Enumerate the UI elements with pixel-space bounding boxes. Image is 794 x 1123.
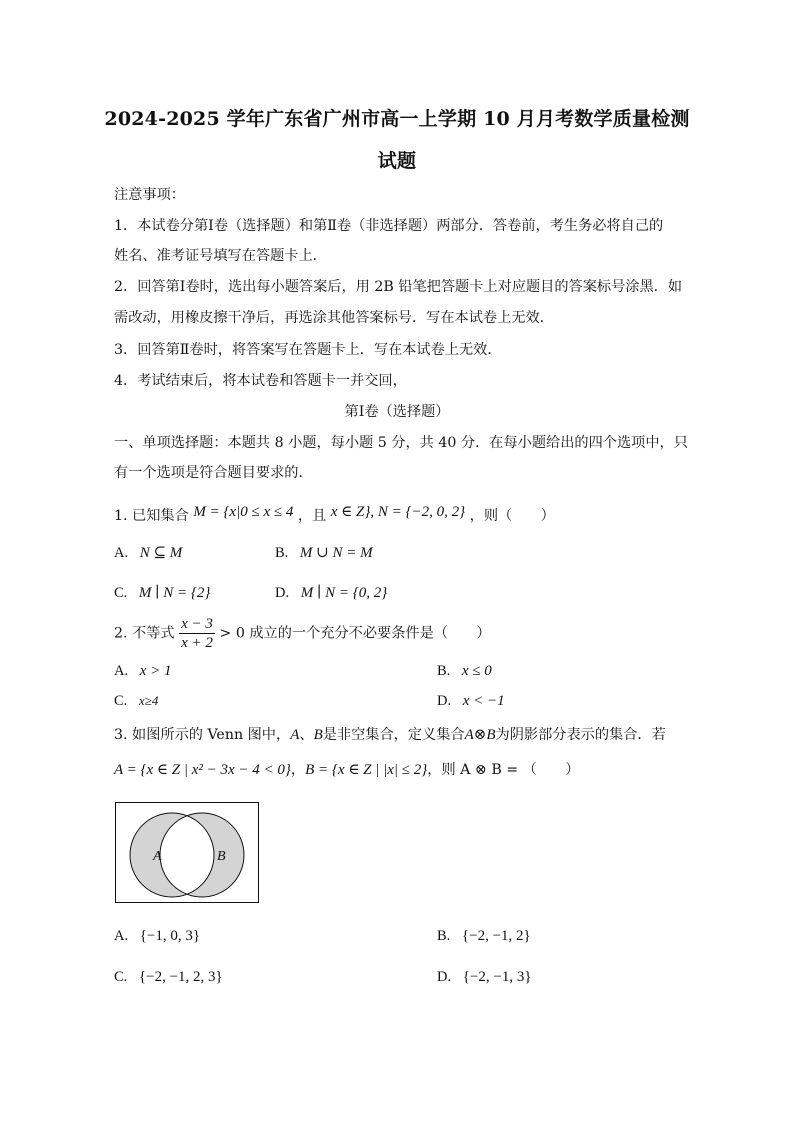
q3-option-c-text: {−2, −1, 2, 3} bbox=[138, 969, 223, 985]
section-intro-line1: 一、单项选择题：本题共 8 小题，每小题 5 分，共 40 分．在每小题给出的四个选项中，只 bbox=[114, 435, 688, 451]
q1-option-d[interactable] bbox=[275, 583, 387, 602]
notice-item-4: 4．考试结束后，将本试卷和答题卡一并交回， bbox=[114, 373, 407, 389]
q1-suffix: ，则（ ） bbox=[469, 508, 555, 524]
venn-label-b: B bbox=[217, 849, 226, 864]
q2-option-d-text: x < −1 bbox=[462, 693, 505, 709]
q3-option-d-text: {−2, −1, 3} bbox=[462, 969, 532, 985]
notice-item-3: 3．回答第Ⅱ卷时，将答案写在答题卡上．写在本试卷上无效． bbox=[114, 342, 502, 358]
q2-option-a[interactable] bbox=[114, 663, 172, 680]
q2-option-c-label: C. bbox=[114, 693, 128, 709]
q3-line1-operator: A⊗B bbox=[464, 727, 496, 743]
q3-ask: ，则 A ⊗ B = （ ） bbox=[427, 762, 580, 778]
notice-item-1-line1: 1．本试卷分第Ⅰ卷（选择题）和第Ⅱ卷（非选择题）两部分．答卷前，考生务必将自己的 bbox=[114, 218, 664, 234]
q1-option-b-text: M ∪ N = M bbox=[299, 545, 373, 561]
notice-item-2-line2: 需改动，用橡皮擦干净后，再选涂其他答案标号．写在本试卷上无效． bbox=[114, 310, 554, 326]
q3-line1-sep: 、 bbox=[299, 727, 314, 743]
q3-option-d[interactable] bbox=[437, 969, 532, 986]
q3-line1-set-b: B bbox=[313, 727, 323, 743]
q1-option-c-label: C. bbox=[114, 585, 128, 601]
q2-prefix: 2. 不等式 bbox=[114, 625, 175, 642]
q3-option-b[interactable] bbox=[437, 928, 531, 945]
q2-denominator: x + 2 bbox=[181, 635, 213, 651]
q2-option-a-label: A. bbox=[114, 663, 129, 679]
q3-option-a[interactable] bbox=[114, 928, 200, 945]
q3-stem-line1 bbox=[114, 725, 666, 745]
q3-option-b-label: B. bbox=[437, 928, 451, 944]
q2-option-b-label: B. bbox=[437, 663, 451, 679]
q2-fraction bbox=[179, 615, 215, 652]
q2-after: > 0 成立的一个充分不必要条件是（ ） bbox=[219, 625, 491, 642]
notice-item-2-line1: 2．回答第Ⅰ卷时，选出每小题答案后，用 2B 铅笔把答题卡上对应题目的答案标号涂黑．如 bbox=[114, 279, 683, 295]
q2-option-b-text: x ≤ 0 bbox=[461, 663, 492, 679]
notice-heading: 注意事项： bbox=[114, 187, 185, 203]
q3-line1-set-a: A bbox=[290, 727, 300, 743]
q1-option-b-label: B. bbox=[275, 545, 289, 561]
q3-option-c[interactable] bbox=[114, 969, 223, 986]
exam-title-line1: 2024-2025 学年广东省广州市高一上学期 10 月月考数学质量检测 bbox=[104, 108, 690, 130]
q3-option-d-label: D. bbox=[437, 969, 452, 985]
q1-set-m: M = {x|0 ≤ x ≤ 4 bbox=[193, 504, 294, 520]
q1-mid: ，且 bbox=[297, 508, 327, 524]
venn-diagram bbox=[115, 802, 259, 903]
q2-option-d[interactable] bbox=[437, 693, 505, 710]
q1-stem bbox=[114, 506, 555, 526]
notice-item-1-line2: 姓名、准考证号填写在答题卡上． bbox=[114, 248, 327, 264]
q2-option-b[interactable] bbox=[437, 663, 492, 680]
q3-set-b-def: B = {x ∈ Z | |x| ≤ 2} bbox=[305, 762, 428, 778]
q2-option-d-label: D. bbox=[437, 693, 452, 709]
section-heading: 第Ⅰ卷（选择题） bbox=[344, 404, 450, 420]
q1-option-c-text: M ∣ N = {2} bbox=[138, 585, 211, 601]
q3-option-a-label: A. bbox=[114, 928, 129, 944]
q3-option-b-text: {−2, −1, 2} bbox=[461, 928, 531, 944]
q3-sep: ， bbox=[290, 762, 306, 778]
q1-option-a-label: A. bbox=[114, 545, 129, 561]
q1-condition: x ∈ Z}, N = {−2, 0, 2} bbox=[330, 504, 466, 520]
q3-line1-end: 为阴影部分表示的集合．若 bbox=[495, 727, 666, 743]
q2-option-c[interactable] bbox=[114, 693, 158, 710]
q1-option-a[interactable] bbox=[114, 543, 182, 562]
q2-option-a-text: x > 1 bbox=[139, 663, 172, 679]
q1-option-d-label: D. bbox=[275, 585, 290, 601]
exam-title-line2: 试题 bbox=[377, 150, 417, 172]
section-intro-line2: 有一个选项是符合题目要求的． bbox=[114, 465, 313, 481]
q3-option-a-text: {−1, 0, 3} bbox=[139, 928, 201, 944]
q2-numerator: x − 3 bbox=[181, 616, 213, 632]
q1-option-c[interactable] bbox=[114, 583, 210, 602]
q3-option-c-label: C. bbox=[114, 969, 128, 985]
q3-set-a-def: A = {x ∈ Z | x² − 3x − 4 < 0} bbox=[114, 762, 291, 778]
q3-line1-text: 是非空集合，定义集合 bbox=[322, 727, 465, 743]
q1-option-b[interactable] bbox=[275, 543, 373, 562]
q2-stem bbox=[114, 615, 491, 652]
q3-line1-prefix: 3. 如图所示的 Venn 图中， bbox=[114, 727, 291, 743]
q1-option-a-text: N ⊆ M bbox=[139, 545, 183, 561]
q1-prefix: 1. 已知集合 bbox=[114, 508, 189, 524]
q2-option-c-text: x≥4 bbox=[138, 693, 159, 708]
venn-label-a: A bbox=[153, 849, 162, 864]
q1-option-d-text: M ∣ N = {0, 2} bbox=[300, 585, 388, 601]
q3-stem-line2 bbox=[114, 760, 579, 780]
